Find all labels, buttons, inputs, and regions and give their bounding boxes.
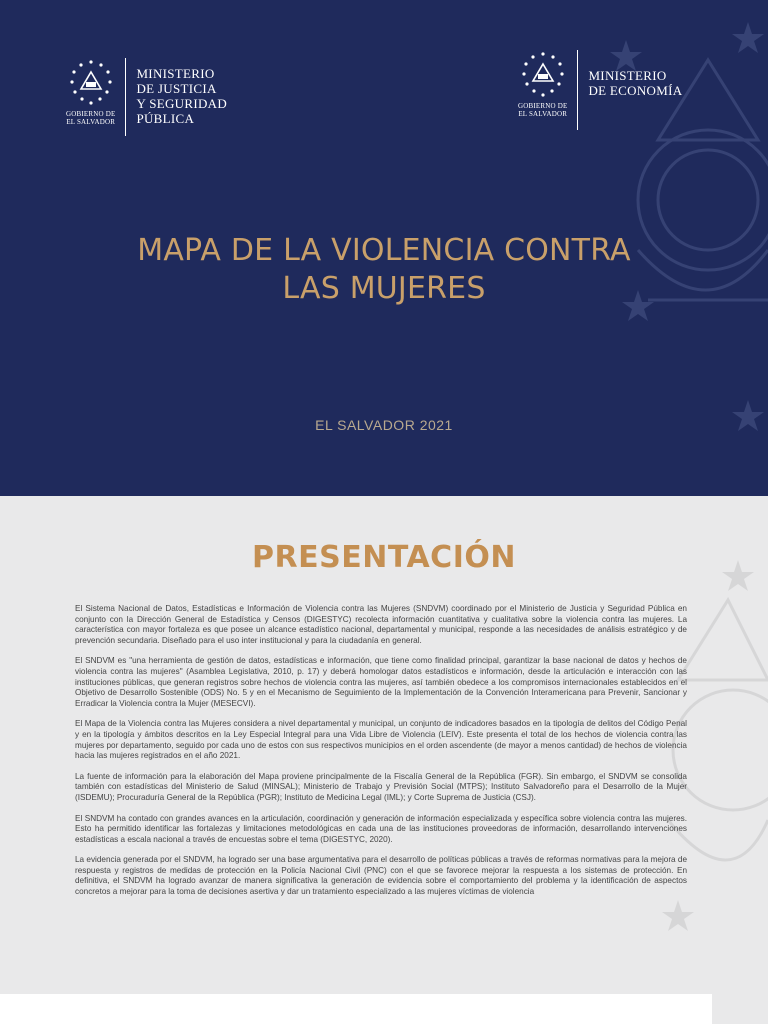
document-subtitle: EL SALVADOR 2021 (315, 417, 453, 433)
next-page-edge (0, 994, 712, 1024)
cover-page (0, 0, 768, 496)
el-salvador-seal-icon (520, 50, 566, 102)
gov-label-left: GOBIERNO DE EL SALVADOR (66, 110, 116, 126)
paragraph: El SNDVM ha contado con grandes avances en la articulación, coordinación y generación de información especializada y específica sobre violencia contra las mujeres. Esto ha permitido identificar las fortalezas y limitaciones metodológicas en cada una de las instituciones proveedoras de información, desarrollando intervenciones estadísticas a escala nacional a través de encuestas sobre el tema (DIGESTYC, 2020). (75, 813, 687, 844)
economia-logo (518, 50, 682, 130)
section-heading: PRESENTACIÓN (252, 540, 516, 575)
gov-label-right: GOBIERNO DE EL SALVADOR (518, 102, 568, 118)
document-title: MAPA DE LA VIOLENCIA CONTRA LAS MUJERES (137, 233, 631, 306)
paragraph: El SNDVM es "una herramienta de gestión de datos, estadísticas e información, que tiene como finalidad principal, garantizar la base nacional de datos y hechos de violencia contra las mujeres" (Asamblea Legislativa, 2010, p. 17) y deberá homologar datos estadísticos e información, desde la articulación e interacción con las instituciones públicas, que generan registros sobre hechos de violencia contra las mujeres, así también obedece a los compromisos internacionales establecidos en el Objetivo de Desarrollo Sostenible (ODS) No. 5 y en el Mecanismo de Seguimiento de la Implementación de la Convención Interamericana para Prevenir, Sancionar y Erradicar la Violencia contra la Mujer (MESECVI). (75, 656, 687, 708)
logo-divider (125, 58, 126, 136)
presentation-text (75, 604, 687, 908)
gov-seal-left (66, 58, 115, 126)
logo-divider (577, 50, 578, 130)
el-salvador-seal-icon (68, 58, 114, 110)
ministry-economia-name: MINISTERIO DE ECONOMÍA (588, 68, 683, 98)
paragraph: La evidencia generada por el SNDVM, ha logrado ser una base argumentativa para el desarrollo de políticas públicas a través de reformas normativas para la mejora de respuesta y registros de medidas de protección en la Policía Nacional Civil (PNC) con el que se favorece mejorar la respuesta a los sistemas de protección. En definitiva, el SNDVM ha logrado avanzar de manera significativa la generación de evidencia sobre el comportamiento del problema y la identificación de aspectos concretos a mejorar para la toma de decisiones asertiva y dar un tratamiento especializado a las mujeres víctimas de violencia (75, 855, 687, 897)
gov-seal-right (518, 50, 567, 118)
mjsp-logo (66, 58, 227, 136)
paragraph: El Sistema Nacional de Datos, Estadísticas e Información de Violencia contra las Mujeres (SNDVM) coordinado por el Ministerio de Justicia y Seguridad Pública en conjunto con la Dirección General de Estadística y Censos (DIGESTYC) recolecta información cuantitativa y cualitativa sobre la violencia contra las mujeres. La característica con mayor fortaleza es que posee un alcance estadístico nacional, departamental y municipal, responde a las necesidades de análisis estratégico y de prevención secundaria. Diseñado para el uso inter institucional y para la ciudadanía en general. (75, 604, 687, 645)
paragraph: La fuente de información para la elaboración del Mapa proviene principalmente de la Fiscalía General de la República (FGR). Sin embargo, el SNDVM se consolida también con estadísticas del Ministerio de Salud (MINSAL); Ministerio de Trabajo y Previsión Social (MTPS); Instituto Salvadoreño para el Desarrollo de la Mujer (ISDEMU); Procuraduría General de la República (PGR); Instituto de Medicina Legal (IML); y Corte Suprema de Justicia (CSJ). (75, 771, 687, 802)
ministry-justicia-name: MINISTERIO DE JUSTICIA Y SEGURIDAD PÚBLICA (136, 66, 228, 126)
paragraph: El Mapa de la Violencia contra las Mujeres considera a nivel departamental y municipal, un conjunto de indicadores basados en la tipología de delitos del Código Penal y en la tipología y ámbitos descritos en la Ley Especial Integral para una Vida Libre de Violencia (LEIV). Este presenta el total de los hechos de violencia contra las mujeres por departamento, seguido por cada uno de estos con sus respectivos municipios en el orden ascendente (de mayor a menos cantidad) de hechos de violencia hacia las mujeres registrados en el año 2021. (75, 719, 687, 761)
